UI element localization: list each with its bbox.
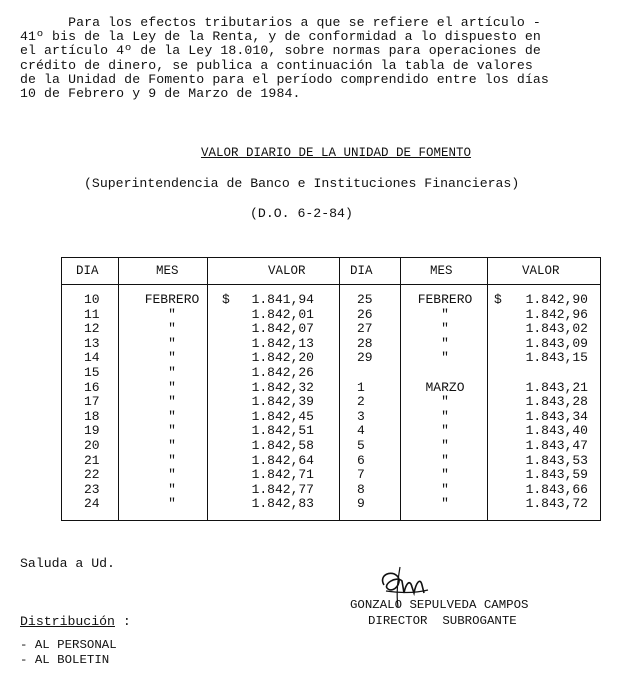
table-cell-valor: 1.841,94 [251,292,314,307]
table-cell-dia: 21 [84,452,100,468]
table-cell-valor: 1.842,96 [525,306,588,322]
distribution-heading [20,614,131,629]
table-cell-dia: 28 [357,335,373,351]
table-cell-dia: 1 [357,379,365,395]
table-cell-dia: 14 [84,350,100,366]
table-cell-valor: 1.842,83 [251,496,314,512]
table-cell-mes: " [168,467,176,483]
table-cell-dia: 8 [357,481,365,497]
intro-line: Para los efectos tributarios a que se refiere el artículo - [20,15,541,30]
table-cell-dia: 13 [84,335,100,351]
dia-column-left [84,293,100,512]
table-cell-dia: 29 [357,350,373,366]
table-cell-valor: 1.842,90 [525,292,588,307]
table-cell-dia: 17 [84,394,100,410]
table-cell-dia: 23 [84,481,100,497]
table-cell-mes: " [441,335,449,351]
table-cell-mes: " [168,452,176,468]
header-mes-right: MES [430,264,453,278]
table-cell-mes: " [441,452,449,468]
table-cell-valor: 1.842,20 [251,350,314,366]
table-cell-mes: " [168,335,176,351]
table-cell-dia: 10 [84,292,100,307]
table-cell-dia: 15 [84,364,100,380]
table-cell-dia: 2 [357,394,365,410]
table-cell-valor: 1.843,21 [525,379,588,395]
currency-symbol-left: $ [222,292,230,307]
document-title-wrap [0,146,642,160]
table-cell-valor: 1.842,58 [251,437,314,453]
intro-line: 10 de Febrero y 9 de Marzo de 1984. [20,86,301,102]
table-cell-mes: " [441,306,449,322]
valor-column-left [232,293,314,512]
table-cell-valor: 1.842,07 [251,321,314,337]
table-cell-mes: " [168,321,176,337]
mes-column-left [132,293,212,512]
dia-column-right [357,293,373,512]
table-cell-mes: " [168,437,176,453]
table-cell-valor: 1.843,28 [525,394,588,410]
header-valor-left: VALOR [268,264,306,278]
table-cell-dia: 27 [357,321,373,337]
table-cell-valor: 1.842,26 [251,364,314,380]
table-cell-valor: 1.843,47 [525,437,588,453]
table-cell-valor: 1.842,45 [251,408,314,424]
distribution-recipient: - AL PERSONAL [20,638,117,652]
table-cell-mes: " [168,496,176,512]
table-cell-dia: 7 [357,467,365,483]
distribution-recipient: - AL BOLETIN [20,652,110,667]
table-cell-valor: 1.843,15 [525,350,588,366]
table-cell-dia: 3 [357,408,365,424]
table-cell-dia: 9 [357,496,365,512]
table-cell-mes: MARZO [425,379,465,395]
table-cell-mes: " [168,379,176,395]
table-cell-dia: 20 [84,437,100,453]
table-cell-mes: FEBRERO [144,292,200,307]
signatory-position: DIRECTOR SUBROGANTE [368,614,517,628]
header-dia-right: DIA [350,264,373,278]
table-cell-mes: " [441,394,449,410]
table-cell-dia: 4 [357,423,365,439]
table-cell-dia [357,366,373,381]
column-divider [400,258,401,520]
table-cell-mes: " [441,350,449,366]
table-cell-mes: FEBRERO [417,292,473,307]
distribution-label: Distribución [20,614,115,629]
table-cell-valor: 1.843,53 [525,452,588,468]
table-cell-mes: " [168,481,176,497]
table-cell-valor: 1.842,32 [251,379,314,395]
table-cell-dia: 19 [84,423,100,439]
table-cell-mes: " [441,437,449,453]
table-cell-valor: 1.842,01 [251,306,314,322]
closing-salutation: Saluda a Ud. [20,556,115,571]
table-cell-mes: " [168,423,176,439]
column-divider [487,258,488,520]
publication-date: (D.O. 6-2-84) [250,206,353,221]
table-cell-mes: " [168,364,176,380]
intro-line: crédito de dinero, se publica a continuación la tabla de valores [20,57,533,73]
mes-column-right [405,293,485,512]
intro-line: de la Unidad de Fomento para el período comprendido entre los días [20,71,549,87]
table-cell-valor: 1.843,59 [525,467,588,483]
table-cell-valor: 1.843,40 [525,423,588,439]
table-cell-dia: 6 [357,452,365,468]
table-cell-valor: 1.842,51 [251,423,314,439]
signatory-name: GONZALO SEPULVEDA CAMPOS [350,598,529,612]
table-cell-mes: " [441,467,449,483]
table-cell-valor: 1.842,71 [251,467,314,483]
table-cell-valor: 1.843,09 [525,335,588,351]
table-cell-dia: 5 [357,437,365,453]
valor-column-right [506,293,588,512]
table-cell-dia: 25 [357,292,373,307]
intro-line: el artículo 4º de la Ley 18.010, sobre normas para operaciones de [20,43,541,59]
table-cell-mes: " [441,321,449,337]
intro-paragraph [20,16,620,101]
table-cell-mes: " [168,408,176,424]
intro-line: 41º bis de la Ley de la Renta, y de conformidad a lo dispuesto en [20,29,541,45]
distribution-colon: : [114,614,131,629]
table-cell-dia: 24 [84,496,100,512]
column-divider [339,258,340,520]
table-cell-valor [506,366,588,381]
table-cell-dia: 12 [84,321,100,337]
table-cell-mes: " [168,350,176,366]
table-cell-dia: 22 [84,467,100,483]
table-cell-mes: " [441,496,449,512]
document-title: VALOR DIARIO DE LA UNIDAD DE FOMENTO [200,146,472,160]
table-cell-mes: " [441,481,449,497]
table-cell-dia: 16 [84,379,100,395]
table-cell-dia: 11 [84,306,100,322]
table-cell-dia: 18 [84,408,100,424]
table-cell-mes [405,366,485,381]
table-cell-valor: 1.842,13 [251,335,314,351]
table-cell-valor: 1.843,34 [525,408,588,424]
header-mes-left: MES [156,264,179,278]
header-divider [62,284,600,285]
document-subtitle: (Superintendencia de Banco e Instituciones Financieras) [84,176,520,191]
distribution-list [20,638,117,667]
column-divider [118,258,119,520]
table-cell-valor: 1.843,72 [525,496,588,512]
table-cell-valor: 1.843,66 [525,481,588,497]
table-cell-valor: 1.842,77 [251,481,314,497]
table-cell-valor: 1.842,64 [251,452,314,468]
table-cell-mes: " [441,423,449,439]
header-valor-right: VALOR [522,264,560,278]
table-cell-valor: 1.842,39 [251,394,314,410]
table-cell-valor: 1.843,02 [525,321,588,337]
currency-symbol-right: $ [494,292,502,307]
table-cell-mes: " [168,306,176,322]
table-cell-dia: 26 [357,306,373,322]
header-dia-left: DIA [76,264,99,278]
table-cell-mes: " [168,394,176,410]
table-cell-mes: " [441,408,449,424]
uf-values-table [61,257,601,521]
